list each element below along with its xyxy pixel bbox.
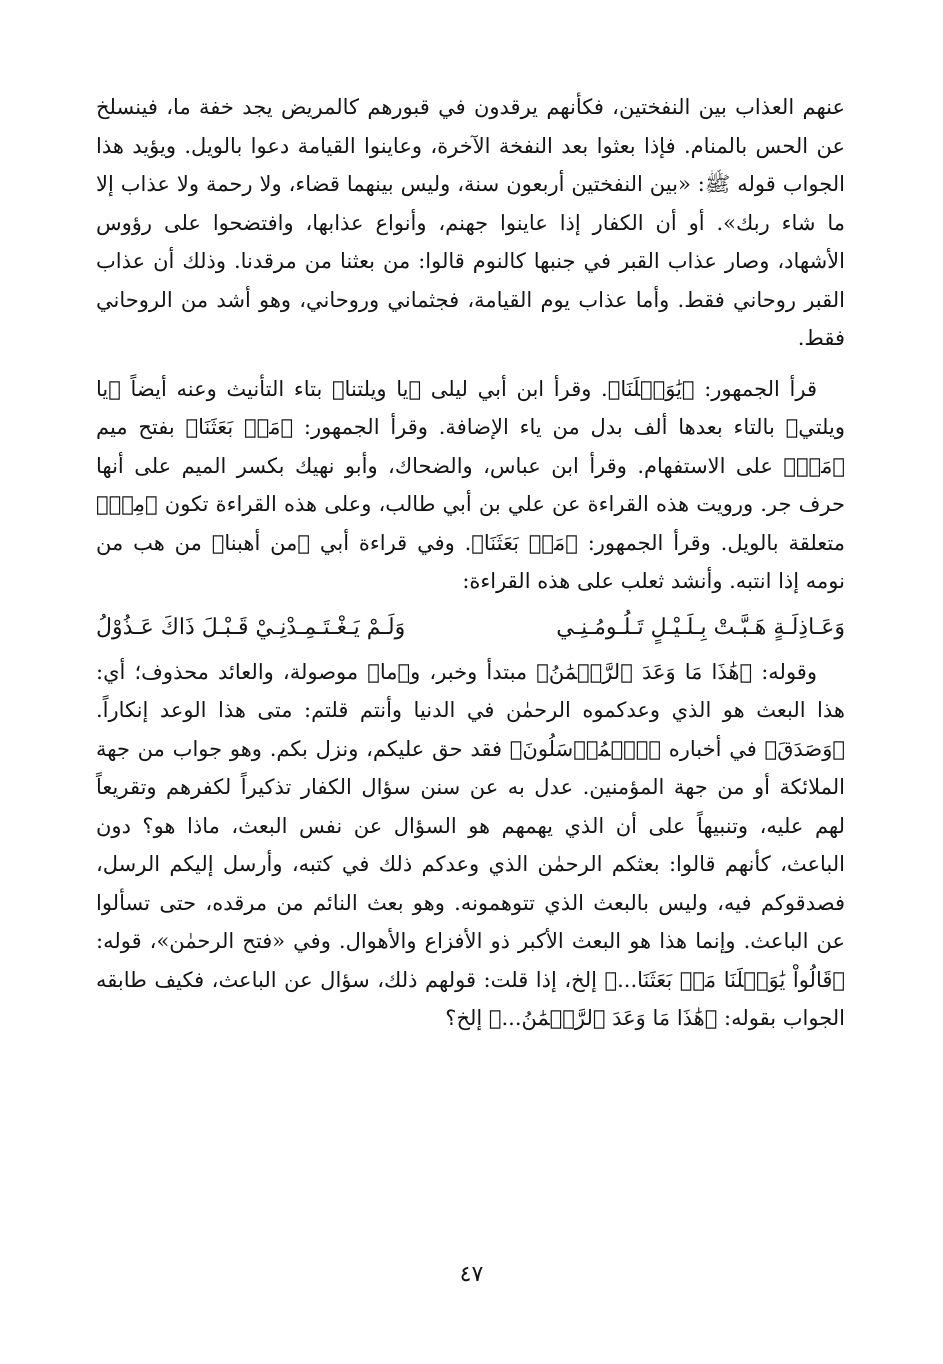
body-text — [96, 88, 845, 1038]
poetry-verse — [96, 605, 845, 651]
page-number: ٤٧ — [459, 1262, 484, 1287]
verse-first-hemistich: وَعَـاذِلَـةٍ هَـبَّـتْ بِـلَـيْـلٍ تَـلُـومُـنِـي — [556, 614, 845, 640]
verse-second-hemistich: وَلَـمْ يَـغْـتَـمِـدْنِـيْ قَـبْـلَ ذَاكَ عَـذُوْلُ — [96, 614, 406, 640]
paragraph-2: قرأ الجمهور: ﴿يَٰوَيۡلَنَا﴾. وقرأ ابن أبي ليلى ﴿يا ويلتنا﴾ بتاء التأنيث وعنه أيضاً ﴿يا ويلتي﴾ بالتاء بعدها ألف بدل من ياء الإضافة. وقرأ الجمهور: ﴿مَنۢ بَعَثَنَا﴾ بفتح ميم ﴿مَنۢ﴾ على الاستفهام. وقرأ ابن عباس، والضحاك، وأبو نهيك بكسر الميم على أنها حرف جر. ورويت هذه القراءة عن علي بن أبي طالب، وعلى هذه القراءة تكون ﴿مِنۢ﴾ متعلقة بالويل. وقرأ الجمهور: ﴿مَنۢ بَعَثَنَا﴾. وفي قراءة أبي ﴿من أهبنا﴾ من هب من نومه إذا انتبه. وأنشد ثعلب على هذه القراءة: — [96, 376, 845, 593]
paragraph-1: عنهم العذاب بين النفختين، فكأنهم يرقدون في قبورهم كالمريض يجد خفة ما، فينسلخ عن الحس بالمنام. فإذا بعثوا بعد النفخة الآخرة، وعاينوا القيامة دعوا بالويل. ويؤيد هذا الجواب قوله ﷺ: «بين النفختين أربعون سنة، وليس بينهما قضاء، ولا رحمة ولا عذاب إلا ما شاء ربك». أو أن الكفار إذا عاينوا جهنم، وأنواع عذابها، وافتضحوا على رؤوس الأشهاد، وصار عذاب القبر في جنبها كالنوم قالوا: من بعثنا من مرقدنا. وذلك أن عذاب القبر روحاني فقط. وأما عذاب يوم القيامة، فجثماني وروحاني، وهو أشد من الروحاني فقط. — [96, 95, 845, 350]
paragraph-3: وقوله: ﴿هَٰذَا مَا وَعَدَ ٱلرَّحۡمَٰنُ﴾ مبتدأ وخبر، و﴿ما﴾ موصولة، والعائد محذوف؛ أي: هذا البعث هو الذي وعدكموه الرحمٰن في الدنيا وأنتم قلتم: متى هذا الوعد إنكاراً. ﴿وَصَدَقَ﴾ في أخباره ﴿ٱلۡمُرۡسَلُونَ﴾ فقد حق عليكم، ونزل بكم. وهو جواب من جهة الملائكة أو من جهة المؤمنين. عدل به عن سنن سؤال الكفار تذكيراً لكفرهم وتقريعاً لهم عليه، وتنبيهاً على أن الذي يهمهم هو السؤال عن نفس البعث، ماذا هو؟ دون الباعث، كأنهم قالوا: بعثكم الرحمٰن الذي وعدكم ذلك في كتبه، وأرسل إليكم الرسل، فصدقوكم فيه، وليس بالبعث الذي تتوهمونه. وهو بعث النائم من مرقده، حتى تسألوا عن الباعث. وإنما هذا هو البعث الأكبر ذو الأفزاع والأهوال. وفي «فتح الرحمٰن»، قوله: ﴿قَالُواْ يَٰوَيۡلَنَا مَنۢ بَعَثَنَا...﴾ إلخ، إذا قلت: قولهم ذلك، سؤال عن الباعث، فكيف طابقه الجواب بقوله: ﴿هَٰذَا مَا وَعَدَ ٱلرَّحۡمَٰنُ...﴾ إلخ؟ — [96, 659, 845, 1030]
